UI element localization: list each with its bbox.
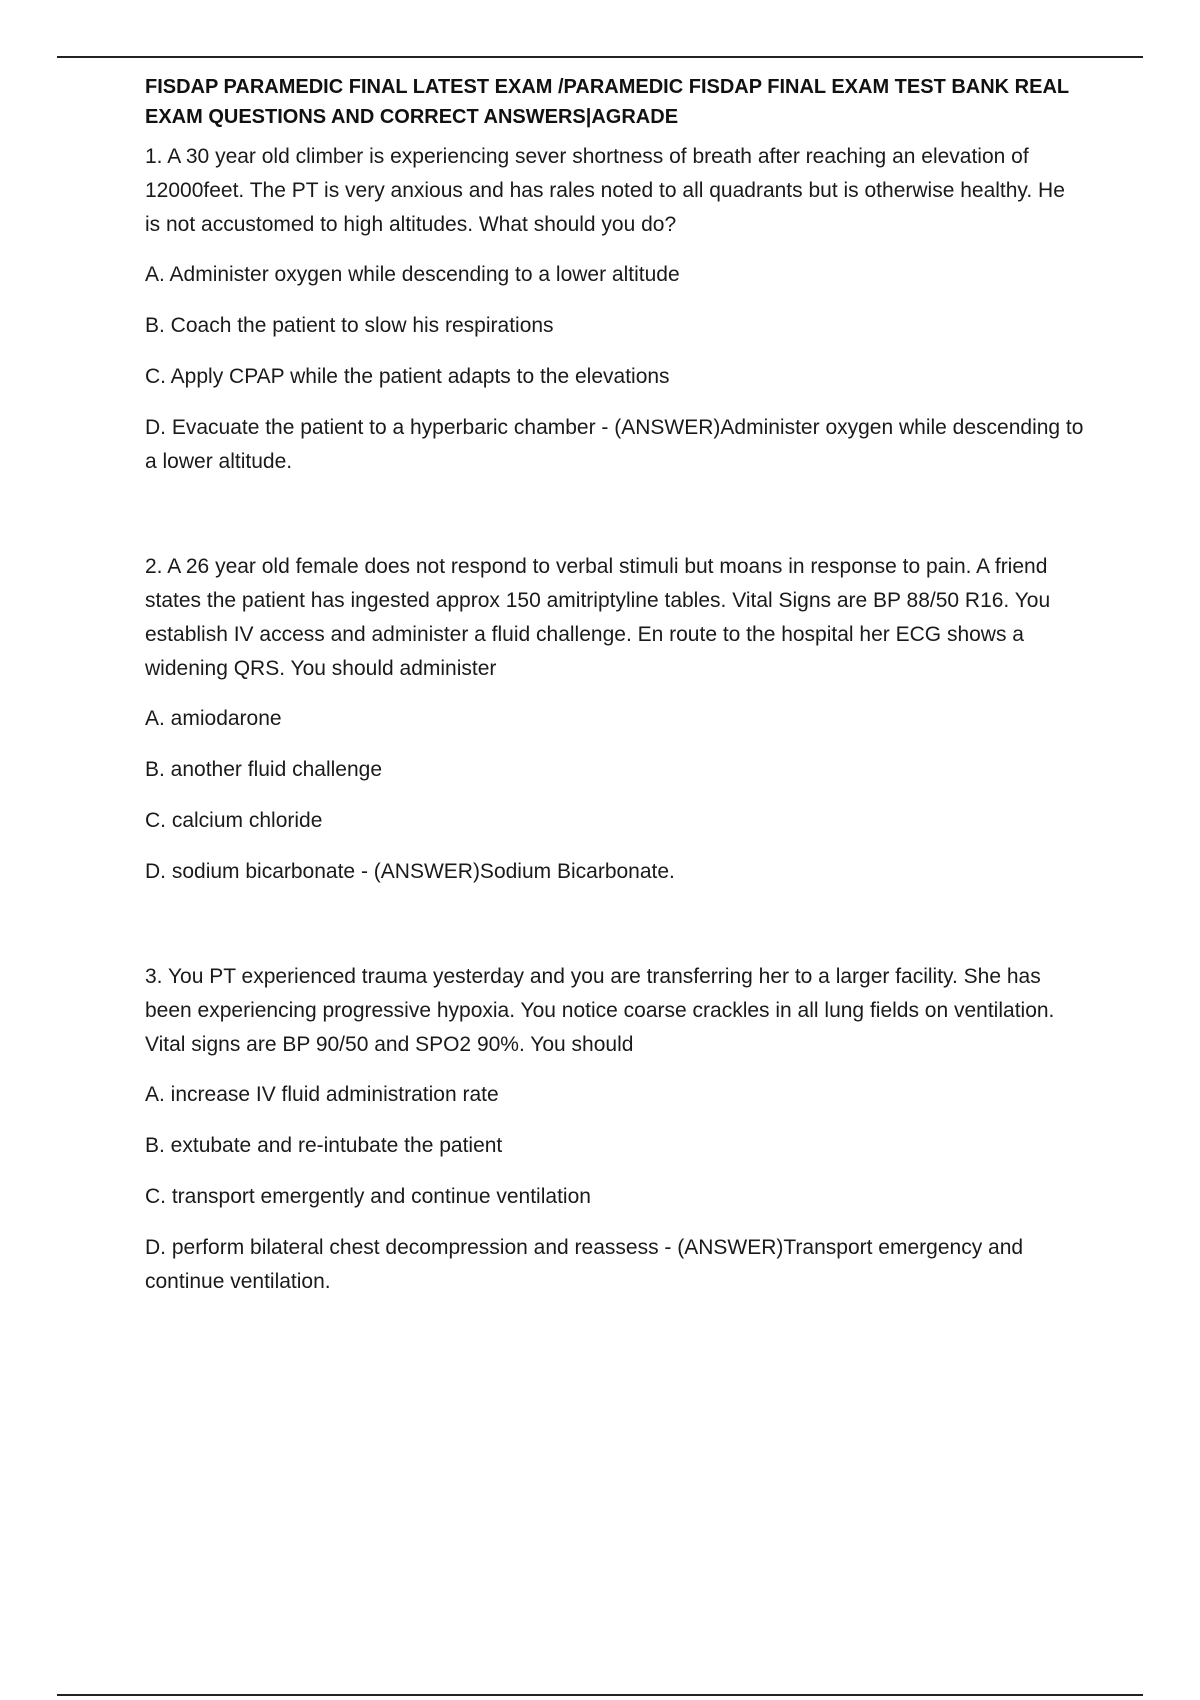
question-text: 3. You PT experienced trauma yesterday and you are transferring her to a larger facility. She has been experiencing progressive hypoxia. You notice coarse crackles in all lung fields on ventilation. Vital signs are BP 90/50 and SPO2 90%. You should: [145, 965, 1055, 1056]
bottom-divider: [57, 1694, 1143, 1696]
answer-option-b: B. extubate and re-intubate the patient: [145, 1134, 503, 1157]
question-spacer: [145, 479, 1085, 550]
top-divider: [57, 56, 1143, 58]
answer-option-d: D. perform bilateral chest decompression and reassess - (ANSWER)Transport emergency and continue ventilation.: [145, 1236, 1024, 1293]
answer-option-b: B. Coach the patient to slow his respirations: [145, 314, 554, 337]
answer-option-d: D. Evacuate the patient to a hyperbaric chamber - (ANSWER)Administer oxygen while descending to a lower altitude.: [145, 416, 1084, 473]
answer-option-a: A. amiodarone: [145, 707, 282, 730]
answer-option-c: C. Apply CPAP while the patient adapts to the elevations: [145, 365, 670, 388]
answer-option-c: C. transport emergently and continue ventilation: [145, 1185, 591, 1208]
answer-option-b: B. another fluid challenge: [145, 758, 382, 781]
answer-option-a: A. increase IV fluid administration rate: [145, 1083, 499, 1106]
question-3: [145, 960, 1085, 1299]
document-body: [145, 72, 1085, 1299]
question-2: [145, 550, 1085, 889]
answer-option-a: A. Administer oxygen while descending to a lower altitude: [145, 263, 680, 286]
answer-option-c: C. calcium chloride: [145, 809, 323, 832]
document-title: FISDAP PARAMEDIC FINAL LATEST EXAM /PARAMEDIC FISDAP FINAL EXAM TEST BANK REAL EXAM QUESTIONS AND CORRECT ANSWERS|AGRADE: [145, 76, 1069, 128]
answer-option-d: D. sodium bicarbonate - (ANSWER)Sodium Bicarbonate.: [145, 860, 675, 883]
question-text: 2. A 26 year old female does not respond to verbal stimuli but moans in response to pain. A friend states the patient has ingested approx 150 amitriptyline tables. Vital Signs are BP 88/50 R16. You establish IV access and administer a fluid challenge. En route to the hospital her ECG shows a widening QRS. You should administer: [145, 555, 1051, 680]
question-text: 1. A 30 year old climber is experiencing sever shortness of breath after reaching an elevation of 12000feet. The PT is very anxious and has rales noted to all quadrants but is otherwise healthy. He is not accustomed to high altitudes. What should you do?: [145, 145, 1065, 236]
question-1: [145, 140, 1085, 479]
question-spacer: [145, 889, 1085, 960]
